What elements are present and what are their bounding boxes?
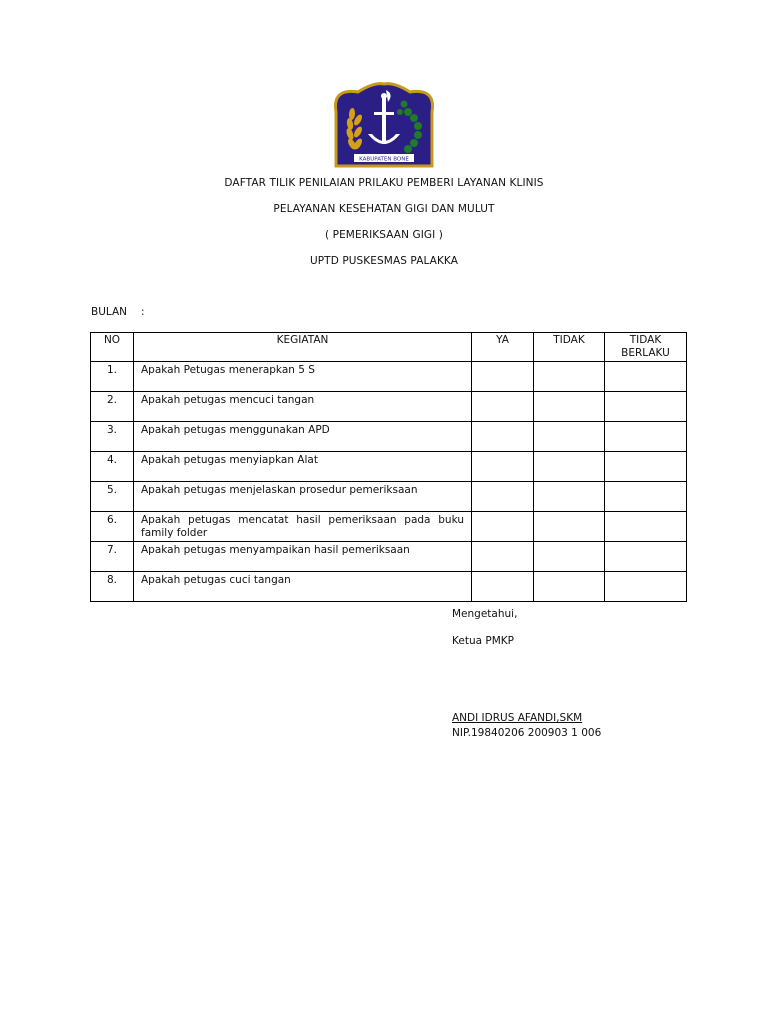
header-kegiatan: KEGIATAN <box>134 333 472 362</box>
row-number: 3. <box>91 422 134 452</box>
table-header-row <box>91 333 687 362</box>
row-activity: Apakah petugas mencuci tangan <box>134 392 472 422</box>
acknowledgement-label: Mengetahui, <box>452 608 518 620</box>
service-subtitle: ( PEMERIKSAAN GIGI ) <box>325 229 443 241</box>
row-activity: Apakah petugas menggunakan APD <box>134 422 472 452</box>
cell-tidak[interactable] <box>534 482 605 512</box>
cell-tidak[interactable] <box>534 512 605 542</box>
table-row <box>91 512 687 542</box>
logo-banner: KABUPATEN BONE <box>359 156 409 163</box>
header-no: NO <box>91 333 134 362</box>
cell-ya[interactable] <box>472 572 534 602</box>
row-number: 8. <box>91 572 134 602</box>
bulan-label: BULAN <box>91 306 128 318</box>
row-number: 2. <box>91 392 134 422</box>
cell-tidak-berlaku[interactable] <box>605 572 687 602</box>
cell-ya[interactable] <box>472 542 534 572</box>
cell-tidak[interactable] <box>534 422 605 452</box>
table-row <box>91 452 687 482</box>
row-number: 6. <box>91 512 134 542</box>
row-activity: Apakah Petugas menerapkan 5 S <box>134 362 472 392</box>
cell-tidak[interactable] <box>534 362 605 392</box>
cell-tidak-berlaku[interactable] <box>605 542 687 572</box>
cell-tidak-berlaku[interactable] <box>605 482 687 512</box>
table-row <box>91 422 687 452</box>
document-title: DAFTAR TILIK PENILAIAN PRILAKU PEMBERI LAYANAN KLINIS <box>224 177 544 189</box>
table-row <box>91 362 687 392</box>
header-ya: YA <box>472 333 534 362</box>
cell-tidak-berlaku[interactable] <box>605 452 687 482</box>
row-number: 5. <box>91 482 134 512</box>
signer-name: ANDI IDRUS AFANDI,SKM <box>452 712 583 724</box>
institution-name: UPTD PUSKESMAS PALAKKA <box>309 255 459 267</box>
row-activity: Apakah petugas menyiapkan Alat <box>134 452 472 482</box>
cell-ya[interactable] <box>472 362 534 392</box>
table-row <box>91 392 687 422</box>
row-activity: Apakah petugas cuci tangan <box>134 572 472 602</box>
row-number: 4. <box>91 452 134 482</box>
signer-nip: NIP.19840206 200903 1 006 <box>452 727 602 739</box>
regional-emblem-anchor-icon <box>328 82 440 170</box>
cell-ya[interactable] <box>472 482 534 512</box>
cell-ya[interactable] <box>472 392 534 422</box>
table-row <box>91 542 687 572</box>
cell-tidak[interactable] <box>534 572 605 602</box>
cell-tidak-berlaku[interactable] <box>605 362 687 392</box>
row-number: 1. <box>91 362 134 392</box>
checklist-table <box>90 332 687 602</box>
signer-role: Ketua PMKP <box>452 635 514 647</box>
cell-tidak-berlaku[interactable] <box>605 422 687 452</box>
service-title: PELAYANAN KESEHATAN GIGI DAN MULUT <box>273 203 495 215</box>
table-row <box>91 572 687 602</box>
row-activity: Apakah petugas mencatat hasil pemeriksaan pada buku family folder <box>134 512 472 542</box>
bulan-field <box>91 306 145 318</box>
row-activity: Apakah petugas menyampaikan hasil pemeriksaan <box>134 542 472 572</box>
cell-ya[interactable] <box>472 512 534 542</box>
cell-tidak[interactable] <box>534 392 605 422</box>
bulan-colon: : <box>141 306 145 318</box>
cell-ya[interactable] <box>472 452 534 482</box>
table-row <box>91 482 687 512</box>
cell-tidak-berlaku[interactable] <box>605 392 687 422</box>
header-tidak: TIDAK <box>534 333 605 362</box>
cell-tidak[interactable] <box>534 542 605 572</box>
cell-ya[interactable] <box>472 422 534 452</box>
row-number: 7. <box>91 542 134 572</box>
header-tidak-berlaku: TIDAK BERLAKU <box>605 333 687 362</box>
row-activity: Apakah petugas menjelaskan prosedur pemeriksaan <box>134 482 472 512</box>
cell-tidak-berlaku[interactable] <box>605 512 687 542</box>
cell-tidak[interactable] <box>534 452 605 482</box>
